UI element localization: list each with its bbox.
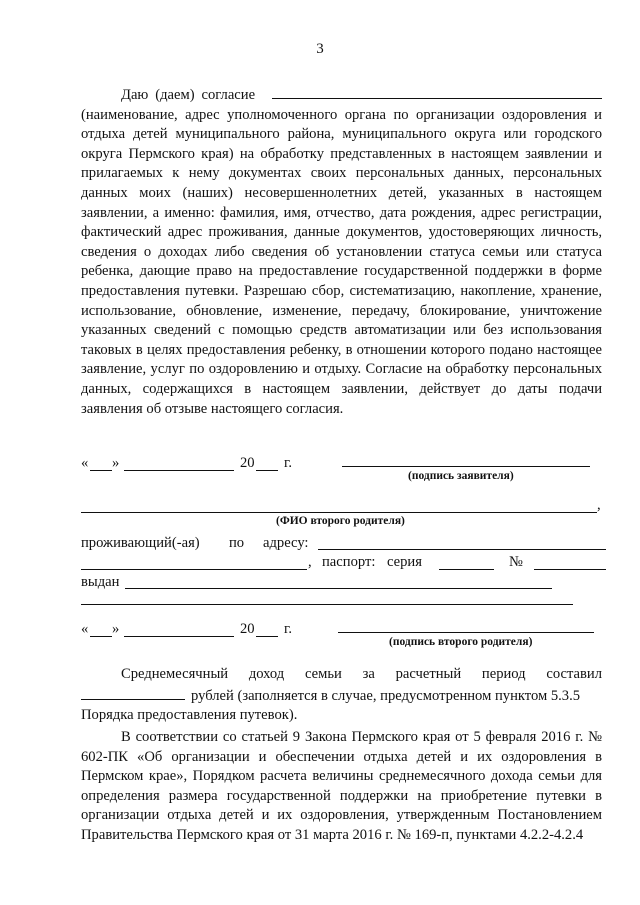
issued-by-line-2[interactable] bbox=[81, 604, 573, 605]
date-2-open: « bbox=[81, 621, 89, 637]
date-2-year-prefix: 20 bbox=[240, 621, 255, 637]
date-1-year-prefix: 20 bbox=[240, 455, 255, 471]
date-1-suffix: г. bbox=[284, 455, 292, 471]
date-1-month-blank[interactable] bbox=[124, 470, 234, 471]
issued-by-line[interactable] bbox=[125, 588, 552, 589]
consent-paragraph bbox=[81, 84, 602, 419]
residence-address-line[interactable] bbox=[318, 549, 606, 550]
date-1-close: » bbox=[112, 455, 120, 471]
date-1-day-blank[interactable] bbox=[90, 470, 112, 471]
date-1-year-blank[interactable] bbox=[256, 470, 278, 471]
passport-series-blank[interactable] bbox=[439, 569, 494, 570]
residence-label-po: по bbox=[229, 535, 245, 551]
passport-comma: , bbox=[308, 554, 312, 570]
income-line-3: Порядка предоставления путевок). bbox=[81, 707, 298, 724]
passport-label: паспорт: bbox=[322, 554, 376, 570]
consent-body: (наименование, адрес уполномоченного органа по организации оздоровления и отдыха детей муниципального района, муниципального округа или городского округа Пермского края) на обработку представленных в настоящем заявлении и прилагаемых к нему документах своих персональных данных, персональных данных моих (наших) несовершеннолетних детей, указанных в настоящем заявлении, а именно: фамилия, имя, отчество, дата рождения, адрес регистрации, фактический адрес проживания, данные документов, удостоверяющих личность, сведения о доходах либо сведения об установлении статуса семьи или статуса ребенка, дающие право на предоставление государственной поддержки в форме предоставления путевки. Разрешаю сбор, систематизацию, накопление, хранение, использование, обновление, изменение, передачу, блокирование, уничтожение указанных сведений с помощью средств автоматизации или без использования таковых в целях предоставления ребенку, в отношении которого подано настоящее заявление, услуг по оздоровлению и отдыху. Согласие на обработку персональных данных, содержащихся в настоящем заявлении, действует до даты подачи заявления об отзыве настоящего согласия. bbox=[81, 106, 602, 417]
residence-address-line-2[interactable] bbox=[81, 569, 307, 570]
issued-label: выдан bbox=[81, 574, 120, 590]
passport-series-label: серия bbox=[387, 554, 422, 570]
date-2-suffix: г. bbox=[284, 621, 292, 637]
caption-applicant-signature: (подпись заявителя) bbox=[408, 470, 514, 482]
applicant-signature-line[interactable] bbox=[342, 466, 590, 467]
income-line-2 bbox=[81, 685, 602, 707]
page-number: 3 bbox=[316, 41, 324, 57]
passport-number-sign: № bbox=[509, 554, 523, 570]
fio-trailing-comma: , bbox=[597, 497, 601, 513]
second-parent-fio-line[interactable] bbox=[81, 512, 597, 513]
date-2-day-blank[interactable] bbox=[90, 636, 112, 637]
consent-authority-blank[interactable] bbox=[272, 84, 602, 99]
date-1-open: « bbox=[81, 455, 89, 471]
income-paragraph bbox=[81, 665, 602, 726]
residence-label-address: адресу: bbox=[263, 535, 309, 551]
income-line-1: Среднемесячный доход семьи за расчетный период составил bbox=[121, 666, 602, 682]
caption-second-parent-signature: (подпись второго родителя) bbox=[389, 636, 533, 648]
consent-lead: Даю (даем) согласие bbox=[121, 87, 256, 103]
caption-second-parent-fio: (ФИО второго родителя) bbox=[276, 515, 405, 527]
income-line-2-text: рублей (заполняется в случае, предусмотренном пунктом 5.3.5 bbox=[191, 687, 581, 704]
date-2-month-blank[interactable] bbox=[124, 636, 234, 637]
passport-number-blank[interactable] bbox=[534, 569, 606, 570]
income-amount-blank[interactable] bbox=[81, 685, 185, 700]
date-2-year-blank[interactable] bbox=[256, 636, 278, 637]
residence-label: проживающий(-ая) bbox=[81, 535, 200, 551]
date-2-close: » bbox=[112, 621, 120, 637]
law-paragraph: В соответствии со статьей 9 Закона Пермского края от 5 февраля 2016 г. № 602-ПК «Об организации и обеспечении отдыха детей и их оздоровления в Пермском крае», Порядком расчета величины среднемесячного дохода семьи для определения размера государственной поддержки на приобретение путевки в организации отдыха детей и их оздоровления, утвержденным Постановлением Правительства Пермского края от 31 марта 2016 г. № 169-п, пунктами 4.2.2-4.2.4 bbox=[81, 729, 602, 843]
second-parent-signature-line[interactable] bbox=[338, 632, 594, 633]
